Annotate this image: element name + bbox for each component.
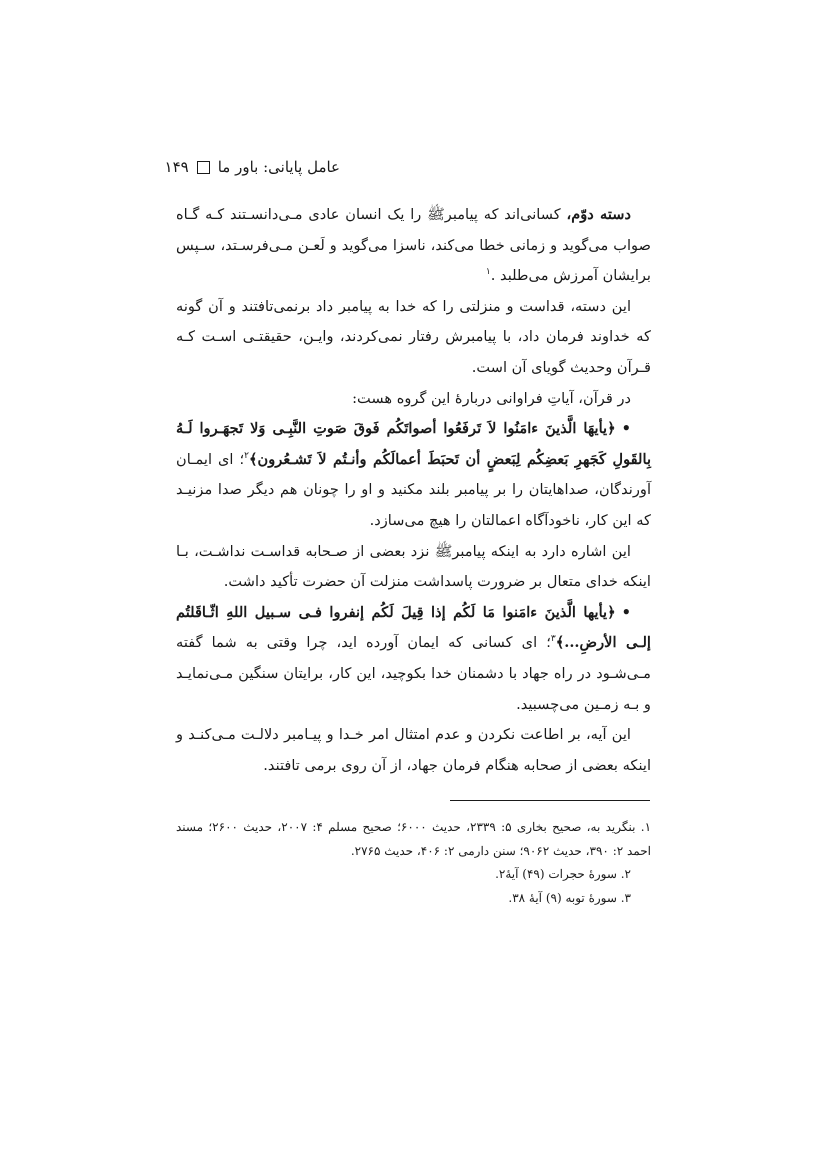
verse-item-1 — [176, 414, 651, 536]
footnotes — [176, 816, 651, 910]
footnote-1: ۱. بنگرید به، صحیح بخاری ۵: ۲۳۳۹، حدیث ۶۰۰۰؛ صحیح مسلم ۴: ۲۰۰۷، حدیث ۲۶۰۰؛ مسند احمد ۲: ۳۹۰، حدیث ۹۰۶۲؛ سنن دارمی ۲: ۴۰۶، حدیث ۲۷۶۵. — [176, 820, 652, 858]
paragraph-5: این آیه، بر اطاعت نکردن و عدم امتثال امر خـدا و پیـامبر دلالـت مـی‌کنـد و اینکه بعضی از صحابه هنگام فرمان جهاد، از آن روی برمی تافتند. — [176, 726, 651, 774]
square-ornament-icon — [197, 161, 210, 174]
page-number: ۱۴۹ — [164, 158, 189, 176]
main-text — [176, 200, 651, 781]
verse-2-translation: ؛ ای کسانی که ایمان آورده اید، چرا وقتی به شما گفته مـی‌شـود در راه جهاد با دشمنان خدا بکوچید، این کار، برایتان سنگین مـی‌نمایـد و بـه زمـین می‌چسبید. — [176, 634, 651, 713]
footnote-3: ۳. سورۀ توبه (۹) آیۀ ۳۸. — [508, 890, 631, 905]
footnote-2: ۲. سورۀ حجرات (۴۹) آیۀ۲. — [495, 867, 631, 881]
running-header — [165, 158, 340, 176]
paragraph-lead: دسته دوّم، — [566, 206, 631, 223]
paragraph-4: این اشاره دارد به اینکه پیامبرﷺ نزد بعضی از صـحابه قداسـت نداشـت، بـا اینکه خدای متعال بر ضرورت پاسداشت منزلت آن حضرت تأکید داشت. — [176, 542, 651, 591]
paragraph-2: این دسته، قداست و منزلتی را که خدا به پیامبر داد برنمی‌تافتند و آن گونه که خداوند فرمان داد، با پیامبرش رفتار نمی‌کردند، وایـن، حقیقتـی اسـت کـه قـرآن وحدیث گویای آن است. — [176, 297, 651, 376]
bullet-icon: • — [621, 603, 631, 621]
verse-item-2 — [176, 598, 651, 720]
footnote-ref-1: ۱ — [485, 267, 491, 278]
paragraph-3: در قرآن، آیاتِ فراوانی دربارۀ این گروه هست: — [352, 389, 631, 407]
verse-2-arabic: ﴿يأيها الَّذينَ ءامَنوا مَا لَكُم إذا قِيلَ لَكُم إنفروا فـى سـبيل اللهِ اثّـاقَلتُم إلـى الأرضِ...﴾ — [176, 603, 651, 652]
verse-1-translation: ؛ ای ایمـان آورندگان، صداهایتان را بر پیامبر بلند مکنید و او را چونان هم دیگر صدا مزنیـد که این کار، ناخودآگاه اعمالتان را هیچ می‌سازد. — [176, 450, 651, 529]
footnote-divider — [450, 800, 650, 801]
paragraph-1 — [176, 200, 651, 292]
paragraph-1-text: کسانی‌اند که پیامبرﷺ را یک انسان عادی مـی‌دانسـتند کـه گـاه صواب می‌گوید و زمانی خطا می‌کند، ناسزا می‌گوید و لَعـن مـی‌فرسـتد، سـپس برایشان آمرزش می‌طلبد . — [176, 206, 651, 285]
bullet-icon: • — [621, 420, 631, 438]
running-title: عامل پایانی: باور ما — [217, 158, 340, 176]
footnote-ref-3: ۳ — [550, 634, 556, 645]
verse-1-arabic: ﴿يأيهَا الَّذينَ ءامَنُوا لاَ تَرفَعُوا أصواتَكُم فَوقَ صَوتِ النَّبِـى وَلا تَجهَـروا لَـهُ بِالقَولِ كَجَهرِ بَعضِكُم لِبَعضٍ أن تَحبَطَ أعمالَكُم وأنـتُم لاَ تَشـعُرون﴾ — [176, 420, 652, 468]
footnote-ref-2: ۲ — [244, 450, 249, 461]
